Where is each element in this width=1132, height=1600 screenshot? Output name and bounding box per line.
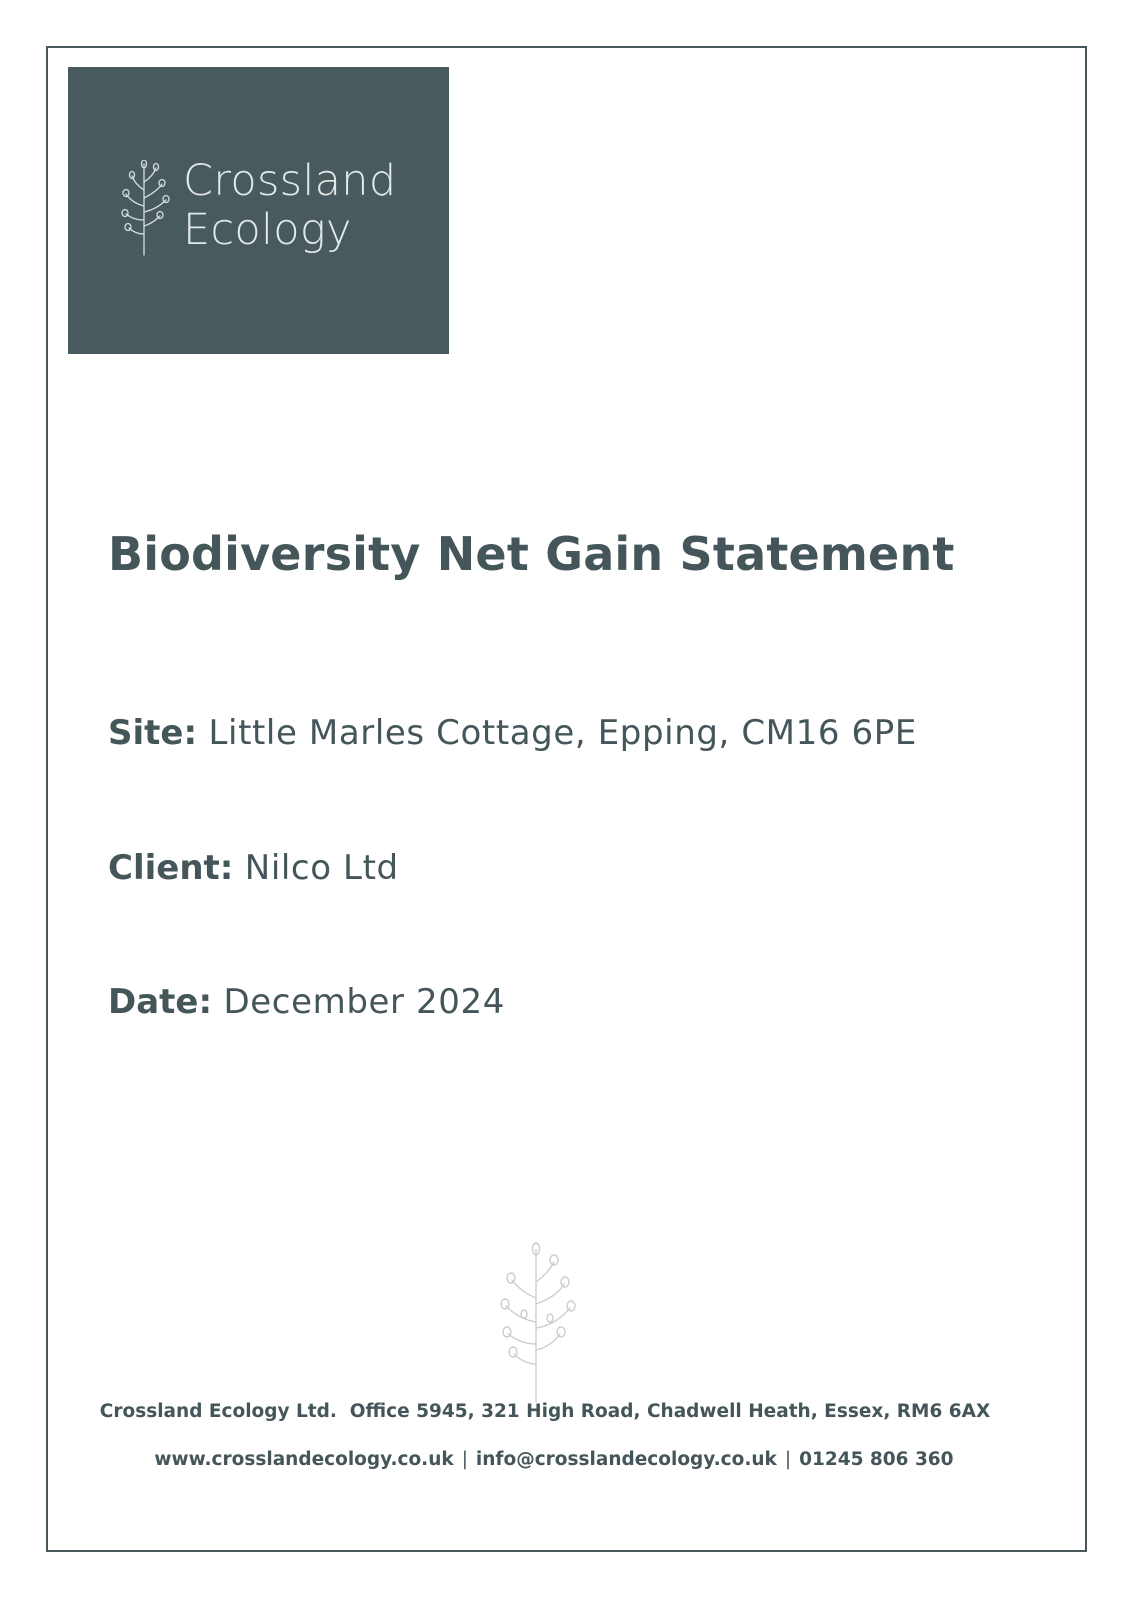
site-field — [108, 711, 917, 755]
client-field — [108, 846, 399, 890]
logo-line-1: Crossland — [183, 156, 397, 206]
footer-address — [0, 1399, 1132, 1425]
date-label: Date: — [108, 982, 213, 1022]
logo-wordmark — [183, 157, 396, 255]
site-value: Little Marles Cottage, Epping, CM16 6PE — [208, 713, 917, 753]
footer-website-link[interactable]: www.crosslandecology.co.uk — [154, 1449, 454, 1470]
date-value: December 2024 — [223, 982, 505, 1022]
footer-company-name: Crossland Ecology Ltd. — [99, 1401, 337, 1422]
site-label: Site: — [108, 713, 198, 753]
client-value: Nilco Ltd — [244, 848, 399, 888]
client-label: Client: — [108, 848, 234, 888]
plant-sprig-icon — [116, 160, 172, 256]
separator: | — [461, 1449, 468, 1470]
logo-line-2: Ecology — [183, 205, 352, 255]
separator: | — [784, 1449, 792, 1470]
footer-phone: 01245 806 360 — [799, 1449, 954, 1470]
footer-email-link[interactable]: info@crosslandecology.co.uk — [475, 1449, 777, 1470]
company-logo — [68, 67, 449, 354]
plant-sprig-icon — [492, 1242, 592, 1402]
footer-office-address: Office 5945, 321 High Road, Chadwell Heath, Essex, RM6 6AX — [349, 1401, 991, 1422]
footer-contacts — [0, 1447, 1132, 1473]
date-field — [108, 980, 505, 1024]
document-title: Biodiversity Net Gain Statement — [108, 527, 955, 581]
